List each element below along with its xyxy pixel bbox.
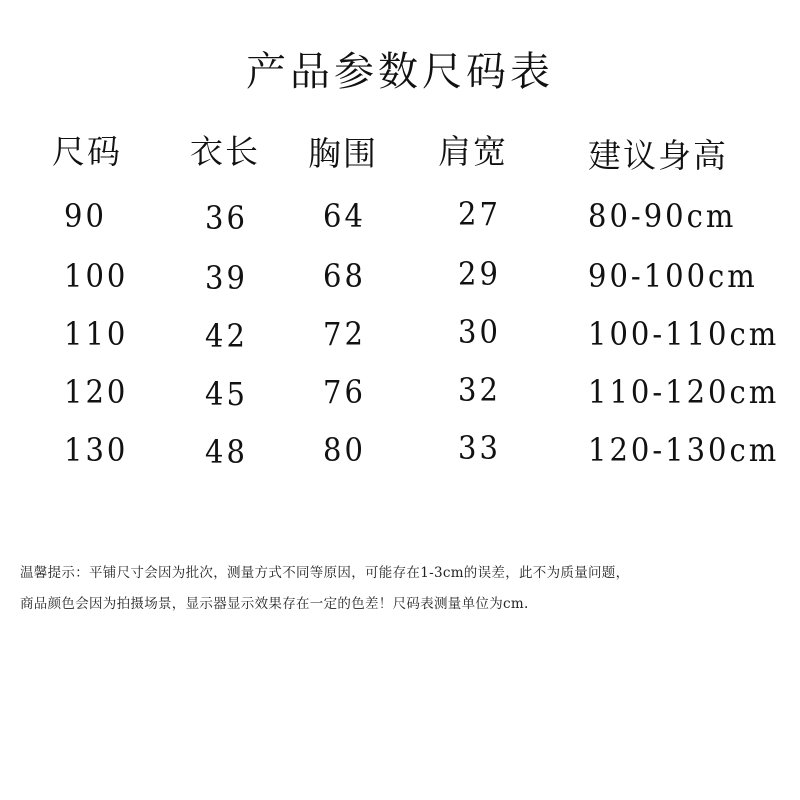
cell-shoulder: 30 (458, 313, 501, 351)
cell-length: 48 (205, 433, 248, 471)
cell-height: 120-130cm (588, 431, 780, 469)
note-line-2: 商品颜色会因为拍摄场景，显示器显示效果存在一定的色差！尺码表测量单位为cm. (20, 596, 529, 612)
header-shoulder: 肩宽 (438, 132, 508, 171)
header-size: 尺码 (52, 132, 122, 171)
cell-shoulder: 32 (458, 371, 501, 409)
cell-height: 80-90cm (588, 197, 737, 235)
cell-shoulder: 29 (458, 255, 501, 293)
header-height: 建议身高 (588, 136, 728, 175)
cell-height: 90-100cm (588, 257, 758, 295)
header-length: 衣长 (190, 132, 260, 171)
cell-size: 100 (64, 257, 129, 295)
cell-height: 100-110cm (588, 315, 780, 353)
cell-chest: 76 (323, 373, 366, 411)
cell-length: 42 (205, 317, 248, 355)
cell-size: 90 (64, 197, 107, 235)
cell-chest: 68 (323, 257, 366, 295)
cell-size: 110 (64, 315, 129, 353)
cell-chest: 64 (323, 197, 366, 235)
cell-shoulder: 33 (458, 429, 501, 467)
cell-length: 45 (205, 375, 248, 413)
header-chest: 胸围 (308, 134, 378, 173)
note-line-1: 温馨提示：平铺尺寸会因为批次，测量方式不同等原因，可能存在1-3cm的误差，此不为质量问题， (20, 565, 630, 581)
cell-chest: 72 (323, 315, 366, 353)
page-title: 产品参数尺码表 (246, 49, 554, 95)
cell-length: 39 (205, 259, 248, 297)
cell-size: 120 (64, 373, 129, 411)
cell-size: 130 (64, 431, 129, 469)
cell-length: 36 (205, 199, 248, 237)
cell-shoulder: 27 (458, 195, 501, 233)
cell-height: 110-120cm (588, 373, 780, 411)
cell-chest: 80 (323, 431, 366, 469)
